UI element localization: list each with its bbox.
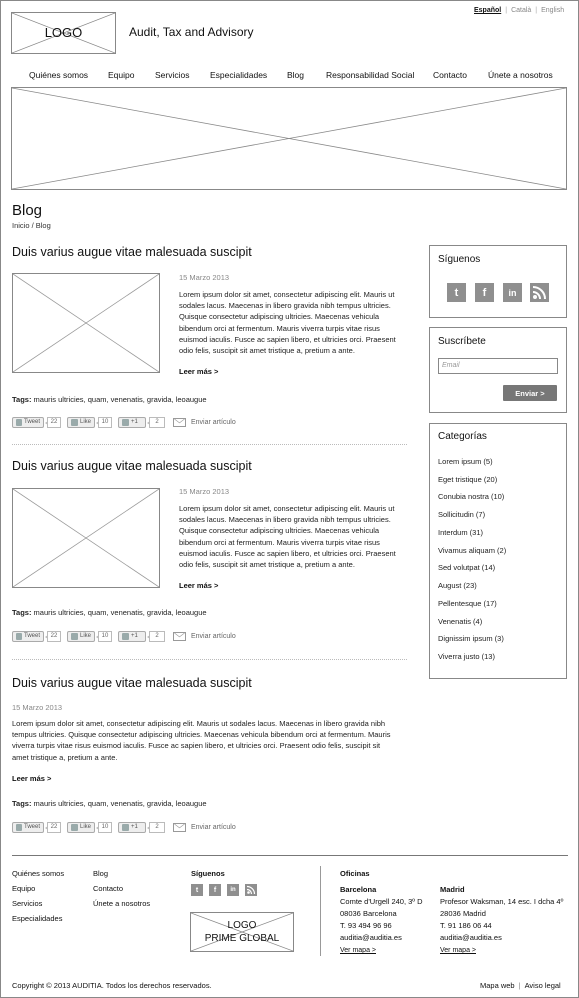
twitter-icon	[16, 419, 22, 426]
post-title[interactable]: Duis varius augue vitae malesuada suscipit	[12, 459, 252, 473]
send-button[interactable]: Enviar >	[503, 385, 557, 401]
read-more-link[interactable]: Leer más >	[179, 367, 219, 376]
facebook-icon	[71, 633, 78, 640]
post-image[interactable]	[12, 273, 160, 373]
language-switcher: Español | Català | English	[474, 7, 565, 14]
post-date: 15 Marzo 2013	[179, 487, 230, 496]
tweet-button[interactable]: Tweet	[12, 417, 44, 428]
category-item[interactable]: Viverra justo (13)	[438, 652, 495, 661]
post-divider	[12, 659, 407, 660]
hero-banner-image	[11, 87, 567, 190]
email-icon[interactable]	[173, 632, 186, 641]
category-item[interactable]: Sollicitudin (7)	[438, 510, 486, 519]
category-item[interactable]: Sed volutpat (14)	[438, 563, 496, 572]
like-count: 10	[98, 631, 112, 642]
office-postcode: 08036 Barcelona	[340, 909, 397, 918]
footer-vertical-divider	[320, 866, 321, 956]
post-title[interactable]: Duis varius augue vitae malesuada suscipit	[12, 245, 252, 259]
plusone-button[interactable]: +1	[118, 631, 146, 642]
email-icon[interactable]	[173, 823, 186, 832]
office-email[interactable]: auditia@auditia.es	[340, 933, 402, 942]
share-bar	[12, 630, 236, 642]
send-article-link[interactable]: Enviar artículo	[191, 632, 236, 640]
post-date: 15 Marzo 2013	[179, 273, 230, 282]
google-plus-icon	[122, 824, 129, 831]
office-email[interactable]: auditia@auditia.es	[440, 933, 502, 942]
footer-link[interactable]: Equipo	[12, 884, 36, 893]
partner-logo[interactable]	[190, 912, 294, 952]
plusone-count: 2	[149, 631, 165, 642]
tag-list[interactable]: mauris ultricies, quam, venenatis, gravida, leoaugue	[33, 608, 207, 617]
like-button[interactable]: Like	[67, 631, 95, 642]
map-link-barcelona[interactable]: Ver mapa >	[340, 947, 376, 954]
office-address: Comte d'Urgell 240, 3º D	[340, 897, 423, 906]
email-icon[interactable]	[173, 418, 186, 427]
nav-blog[interactable]: Blog	[287, 70, 305, 80]
map-link-madrid[interactable]: Ver mapa >	[440, 947, 476, 954]
twitter-icon	[16, 824, 22, 831]
footer-divider	[12, 855, 568, 856]
category-item[interactable]: Conubia nostra (10)	[438, 492, 505, 501]
office-city-barcelona: Barcelona	[340, 885, 377, 894]
facebook-icon	[71, 824, 78, 831]
facebook-icon[interactable]: f	[209, 884, 221, 896]
google-plus-icon	[122, 633, 129, 640]
post-tags: Tags: mauris ultricies, quam, venenatis, gravida, leoaugue	[12, 608, 207, 617]
post-excerpt: Lorem ipsum dolor sit amet, consectetur adipiscing elit. Mauris ut sodales lacus. Maecenas in libero gravida nibh tempus ultricies. Quisque consectetur adipiscing ultricies. Maecenas vehicula bibendum orci at fermentum. Mauris viverra turpis vitae risus euismod iaculis. Fusce ac sapien libero, et ultricies orci. Praesent odio felis, suscipit sit amet tristique a, pretium a ante.	[179, 290, 396, 356]
tag-list[interactable]: mauris ultricies, quam, venenatis, gravida, leoaugue	[33, 395, 207, 404]
tweet-button[interactable]: Tweet	[12, 822, 44, 833]
plusone-count: 2	[149, 822, 165, 833]
logo[interactable]	[11, 12, 116, 54]
footer-link[interactable]: Contacto	[93, 884, 124, 893]
post-excerpt: Lorem ipsum dolor sit amet, consectetur adipiscing elit. Mauris ut sodales lacus. Maecenas in libero gravida nibh tempus ultricies. Quisque consectetur adipiscing ultricies. Maecenas vehicula bibendum orci at fermentum. Mauris viverra turpis vitae risus euismod iaculis. Fusce ac sapien libero, et ultricies orci. Praesent odio felis, suscipit sit amet tristique a, pretium a ante.	[179, 504, 396, 570]
post-title[interactable]: Duis varius augue vitae malesuada suscipit	[12, 676, 252, 690]
rss-icon[interactable]	[530, 283, 549, 302]
twitter-icon[interactable]: t	[447, 283, 466, 302]
linkedin-icon[interactable]: in	[503, 283, 522, 302]
nav-contacto[interactable]: Contacto	[433, 70, 468, 80]
site-tagline: Audit, Tax and Advisory	[129, 25, 254, 39]
nav-especialidades[interactable]: Especialidades	[210, 70, 268, 80]
partner-logo-line2: PRIME GLOBAL	[204, 933, 280, 944]
share-bar	[12, 416, 236, 428]
office-phone: T. 91 186 06 44	[440, 921, 492, 930]
footer-link[interactable]: Blog	[93, 869, 109, 878]
office-postcode: 28036 Madrid	[440, 909, 486, 918]
office-address: Profesor Waksman, 14 esc. I dcha 4º	[440, 897, 564, 906]
read-more-link[interactable]: Leer más >	[179, 581, 219, 590]
nav-quienes-somos[interactable]: Quiénes somos	[29, 70, 89, 80]
share-bar	[12, 821, 236, 833]
tag-list[interactable]: mauris ultricies, quam, venenatis, gravida, leoaugue	[33, 799, 207, 808]
logo-text: LOGO	[44, 25, 83, 40]
linkedin-icon[interactable]: in	[227, 884, 239, 896]
nav-equipo[interactable]: Equipo	[108, 70, 135, 80]
nav-responsabilidad-social[interactable]: Responsabilidad Social	[326, 70, 415, 80]
category-item[interactable]: Vivamus aliquam (2)	[438, 546, 507, 555]
categories-title: Categorías	[438, 431, 487, 442]
email-field[interactable]: Email	[438, 358, 558, 374]
send-article-link[interactable]: Enviar artículo	[191, 418, 236, 426]
nav-unete[interactable]: Únete a nosotros	[488, 70, 553, 80]
page-title: Blog	[12, 202, 43, 219]
footer-link[interactable]: Especialidades	[12, 914, 63, 923]
post-tags: Tags: mauris ultricies, quam, venenatis, gravida, leoaugue	[12, 799, 207, 808]
follow-title: Síguenos	[438, 254, 481, 265]
post-tags: Tags: mauris ultricies, quam, venenatis, gravida, leoaugue	[12, 395, 207, 404]
facebook-icon[interactable]: f	[475, 283, 494, 302]
post-excerpt: Lorem ipsum dolor sit amet, consectetur adipiscing elit. Mauris ut sodales lacus. Maecenas in libero gravida nibh tempus ultricies. Quisque consectetur adipiscing ultricies. Maecenas vehicula bibendum orci at fermentum. Mauris viverra turpis vitae risus euismod iaculis. Fusce ac sapien libero, et ultricies orci. Praesent odio felis, suscipit sit amet tristique a, pretium a ante.	[12, 719, 391, 762]
category-item[interactable]: Venenatis (4)	[438, 617, 483, 626]
copyright-text: Copyright © 2013 AUDITIA. Todos los derechos reservados.	[12, 981, 212, 990]
like-count: 10	[98, 417, 112, 428]
footer-follow-title: Síguenos	[191, 869, 225, 878]
plusone-button[interactable]: +1	[118, 822, 146, 833]
twitter-icon[interactable]: t	[191, 884, 203, 896]
tweet-count: 22	[47, 631, 61, 642]
footer-link[interactable]: Únete a nosotros	[93, 899, 151, 908]
rss-icon[interactable]	[245, 884, 257, 896]
subscribe-title: Suscríbete	[438, 336, 486, 347]
like-button[interactable]: Like	[67, 822, 95, 833]
legal-links: Mapa web | Aviso legal	[480, 981, 561, 990]
offices-title: Oficinas	[340, 869, 370, 878]
category-item[interactable]: Lorem ipsum (5)	[438, 457, 493, 466]
category-item[interactable]: August (23)	[438, 581, 477, 590]
like-button[interactable]: Like	[67, 417, 95, 428]
twitter-icon	[16, 633, 22, 640]
plusone-button[interactable]: +1	[118, 417, 146, 428]
office-city-madrid: Madrid	[440, 885, 465, 894]
send-article-link[interactable]: Enviar artículo	[191, 823, 236, 831]
category-item[interactable]: Dignissim ipsum (3)	[438, 634, 504, 643]
category-item[interactable]: Pellentesque (17)	[438, 599, 497, 608]
category-item[interactable]: Eget tristique (20)	[438, 475, 498, 484]
google-plus-icon	[122, 419, 129, 426]
post-image[interactable]	[12, 488, 160, 588]
lang-es[interactable]: Español	[474, 7, 502, 14]
footer-link[interactable]: Quiénes somos	[12, 869, 65, 878]
tweet-count: 22	[47, 417, 61, 428]
legal-notice-link[interactable]: Aviso legal	[524, 981, 561, 990]
plusone-count: 2	[149, 417, 165, 428]
office-phone: T. 93 494 96 96	[340, 921, 392, 930]
post-date: 15 Marzo 2013	[12, 703, 63, 712]
category-item[interactable]: Interdum (31)	[438, 528, 484, 537]
lang-ca[interactable]: Català	[511, 7, 532, 14]
post-divider	[12, 444, 407, 445]
partner-logo-line1: LOGO	[227, 920, 257, 931]
nav-servicios[interactable]: Servicios	[155, 70, 190, 80]
footer-link[interactable]: Servicios	[12, 899, 43, 908]
tweet-button[interactable]: Tweet	[12, 631, 44, 642]
facebook-icon	[71, 419, 78, 426]
tweet-count: 22	[47, 822, 61, 833]
read-more-link[interactable]: Leer más >	[12, 774, 52, 783]
like-count: 10	[98, 822, 112, 833]
lang-en[interactable]: English	[541, 7, 565, 14]
breadcrumb[interactable]: Inicio / Blog	[12, 221, 51, 230]
sitemap-link[interactable]: Mapa web	[480, 981, 515, 990]
